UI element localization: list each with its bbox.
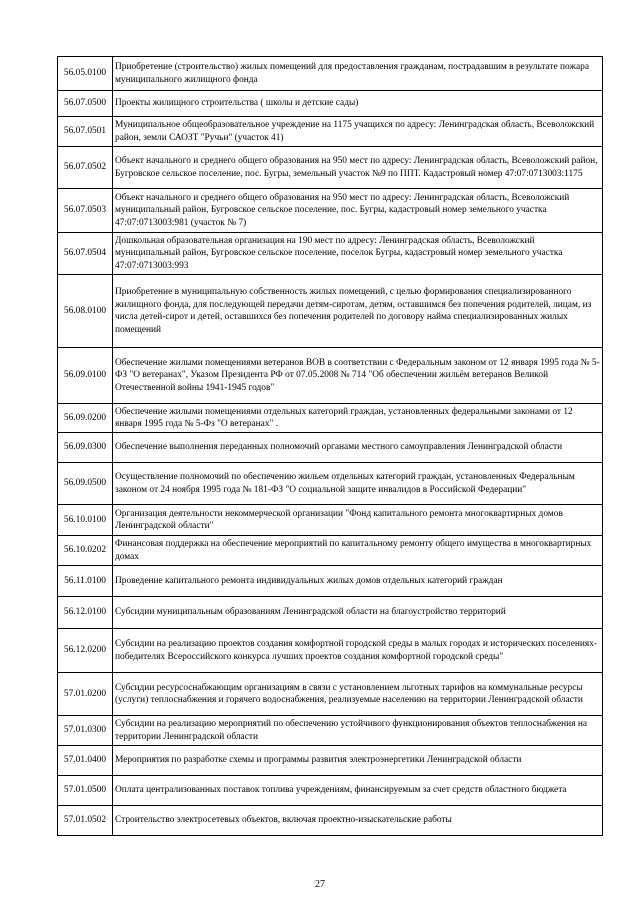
row-description: Финансовая поддержка на обеспечение мероприятий по капитальному ремонту общего имущества в многоквартирных домах (113, 536, 603, 566)
row-code: 57.01.0300 (58, 716, 113, 746)
table-row (58, 806, 603, 836)
table-row (58, 597, 603, 629)
row-description: Организация деятельности некоммерческой организации "Фонд капитального ремонта многоквартирных домов Ленинградской области" (113, 505, 603, 536)
table-row (58, 433, 603, 463)
row-code: 56.10.0100 (58, 505, 113, 536)
row-description: Дошкольная образовательная организация на 190 мест по адресу: Ленинградская область, Всеволожский муниципальный район, Бугровское сельское поселение, поселок Бугры, кадастровый номер земельного участка 47:07:0713003:993 (113, 233, 603, 275)
table-row (58, 189, 603, 233)
table-body (58, 57, 603, 836)
row-code: 56.07.0500 (58, 91, 113, 117)
row-code: 56.05.0100 (58, 57, 113, 91)
row-description: Субсидии на реализацию проектов создания комфортной городской среды в малых городах и исторических поселениях-победителях Всероссийского конкурса лучших проектов создания комфортной городской среды" (113, 629, 603, 673)
row-description: Приобретение в муниципальную собственность жилых помещений, с целью формирования специализированного жилищного фонда, для последующей передачи детям-сиротам, детям, оставшимся без попечения родителей, лицам, из числа детей-сирот и детей, оставшихся без попечения родителей по договору найма специализированных жилых помещений (113, 275, 603, 348)
row-description: Обеспечение жилыми помещениями ветеранов ВОВ в соответствии с Федеральным законом от 12 января 1995 года № 5-ФЗ "О ветеранах", Указом Президента РФ от 07.05.2008 № 714 "Об обеспечении жильём ветеранов Великой Отечественной войны 1941-1945 годов" (113, 348, 603, 404)
table-row (58, 746, 603, 776)
row-description: Оплата централизованных поставок топлива учреждениям, финансируемым за счет средств областного бюджета (113, 776, 603, 806)
row-description: Объект начального и среднего общего образования на 950 мест по адресу: Ленинградская область, Всеволожский район, Бугровское сельское поселение, пос. Бугры, земельный участок №9 по ППТ. Кадастровый номер 47:07:0713003:1175 (113, 147, 603, 189)
table-row (58, 404, 603, 433)
table-row (58, 117, 603, 147)
row-code: 56.09.0100 (58, 348, 113, 404)
row-description: Приобретение (строительство) жилых помещений для предоставления гражданам, пострадавшим в результате пожара муниципального жилищного фонда (113, 57, 603, 91)
table-row (58, 505, 603, 536)
row-code: 57.01.0502 (58, 806, 113, 836)
row-description: Обеспечение жилыми помещениями отдельных категорий граждан, установленных федеральными законами от 12 января 1995 года № 5-Фз "О ветеранах" . (113, 404, 603, 433)
row-description: Субсидии муниципальным образованиям Ленинградской области на благоустройство территорий (113, 597, 603, 629)
row-code: 56.07.0504 (58, 233, 113, 275)
row-description: Проекты жилищного строительства ( школы и детские сады) (113, 91, 603, 117)
table-row (58, 147, 603, 189)
row-code: 57.01.0400 (58, 746, 113, 776)
table-row (58, 776, 603, 806)
table-row (58, 673, 603, 716)
row-code: 56.07.0503 (58, 189, 113, 233)
row-code: 56.09.0500 (58, 463, 113, 505)
table-row (58, 536, 603, 566)
row-description: Объект начального и среднего общего образования на 950 мест по адресу: Ленинградская область, Всеволожский муниципальный район, Бугровское сельское поселение, пос. Бугры, кадастровый номер земельного участка 47:07:0713003:981 (участок № 7) (113, 189, 603, 233)
row-description: Проведение капитального ремонта индивидуальных жилых домов отдельных категорий граждан (113, 566, 603, 597)
row-code: 56.12.0200 (58, 629, 113, 673)
classification-table (57, 56, 603, 836)
row-description: Обеспечение выполнения переданных полномочий органами местного самоуправления Ленинградской области (113, 433, 603, 463)
row-code: 57.01.0200 (58, 673, 113, 716)
table-row (58, 629, 603, 673)
row-description: Субсидии ресурсоснабжающим организациям в связи с установлением льготных тарифов на коммунальные ресурсы (услуги) теплоснабжения и горячего водоснабжения, реализуемые населению на территории Ленинградской области (113, 673, 603, 716)
row-code: 56.09.0200 (58, 404, 113, 433)
row-code: 56.08.0100 (58, 275, 113, 348)
row-code: 56.11.0100 (58, 566, 113, 597)
row-description: Субсидии на реализацию мероприятий по обеспечению устойчивого функционирования объектов теплоснабжения на территории Ленинградской области (113, 716, 603, 746)
row-code: 56.07.0502 (58, 147, 113, 189)
table-row (58, 57, 603, 91)
table-row (58, 91, 603, 117)
row-code: 56.09.0300 (58, 433, 113, 463)
row-description: Осуществление полномочий по обеспечению жильем отдельных категорий граждан, установленных Федеральным законом от 24 ноября 1995 года № 181-ФЗ "О социальной защите инвалидов в Российской Федерации" (113, 463, 603, 505)
row-description: Муниципальное общеобразовательное учреждение на 1175 учащихся по адресу: Ленинградская область, Всеволожский район, земли САОЗТ "Ручьи" (участок 41) (113, 117, 603, 147)
row-description: Строительство электросетевых объектов, включая проектно-изыскательские работы (113, 806, 603, 836)
row-code: 56.07.0501 (58, 117, 113, 147)
table-row (58, 348, 603, 404)
page-number: 27 (315, 879, 325, 890)
row-code: 56.10.0202 (58, 536, 113, 566)
table-row (58, 716, 603, 746)
table-row (58, 275, 603, 348)
row-code: 57.01.0500 (58, 776, 113, 806)
row-description: Мероприятия по разработке схемы и программы развития электроэнергетики Ленинградской области (113, 746, 603, 776)
row-code: 56.12.0100 (58, 597, 113, 629)
table-row (58, 566, 603, 597)
table-row (58, 463, 603, 505)
table-row (58, 233, 603, 275)
